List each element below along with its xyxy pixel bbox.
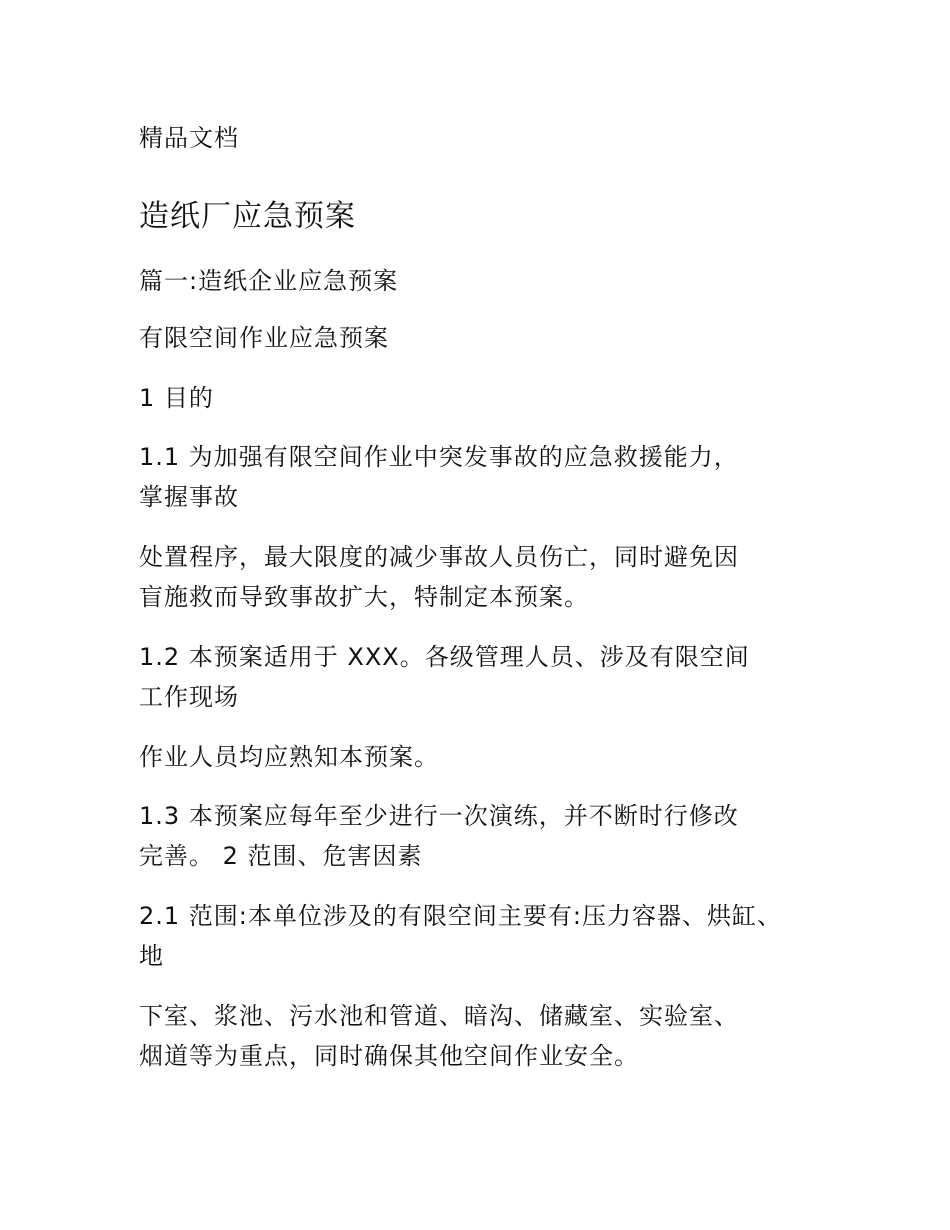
paragraph bbox=[139, 637, 839, 717]
paragraph bbox=[139, 261, 839, 301]
paragraph-line: 篇一:造纸企业应急预案 bbox=[139, 267, 399, 295]
paragraph-line: 处置程序，最大限度的减少事故人员伤亡，同时避免因 bbox=[139, 543, 739, 571]
paragraph-line: 作业人员均应熟知本预案。 bbox=[139, 743, 439, 771]
paragraph bbox=[139, 378, 839, 418]
paragraph-line: 烟道等为重点，同时确保其他空间作业安全。 bbox=[139, 1042, 639, 1070]
paragraph-line: 1.1 为加强有限空间作业中突发事故的应急救援能力， bbox=[139, 443, 739, 471]
paragraph bbox=[139, 537, 839, 617]
paragraph-line: 盲施救而导致事故扩大，特制定本预案。 bbox=[139, 583, 589, 611]
document-header: 精品文档 bbox=[139, 124, 239, 152]
paragraph bbox=[139, 737, 839, 777]
paragraph-line: 地 bbox=[139, 942, 164, 970]
paragraph-line: 完善。 2 范围、危害因素 bbox=[139, 842, 423, 870]
paragraph bbox=[139, 437, 839, 517]
paragraph-line: 有限空间作业应急预案 bbox=[139, 324, 389, 352]
paragraph-line: 下室、浆池、污水池和管道、暗沟、储藏室、实验室、 bbox=[139, 1002, 739, 1030]
paragraph bbox=[139, 318, 839, 358]
paragraph bbox=[139, 896, 839, 976]
document-title: 造纸厂应急预案 bbox=[139, 199, 356, 234]
paragraph-line: 1.3 本预案应每年至少进行一次演练，并不断时行修改 bbox=[139, 802, 739, 830]
paragraph-line: 2.1 范围:本单位涉及的有限空间主要有:压力容器、烘缸、 bbox=[139, 902, 782, 930]
paragraph bbox=[139, 996, 839, 1076]
paragraph-line: 1 目的 bbox=[139, 384, 214, 412]
paragraph-line: 掌握事故 bbox=[139, 483, 239, 511]
paragraph-line: 工作现场 bbox=[139, 683, 239, 711]
paragraph-line: 1.2 本预案适用于 XXX。各级管理人员、涉及有限空间 bbox=[139, 643, 750, 671]
paragraph bbox=[139, 796, 839, 876]
